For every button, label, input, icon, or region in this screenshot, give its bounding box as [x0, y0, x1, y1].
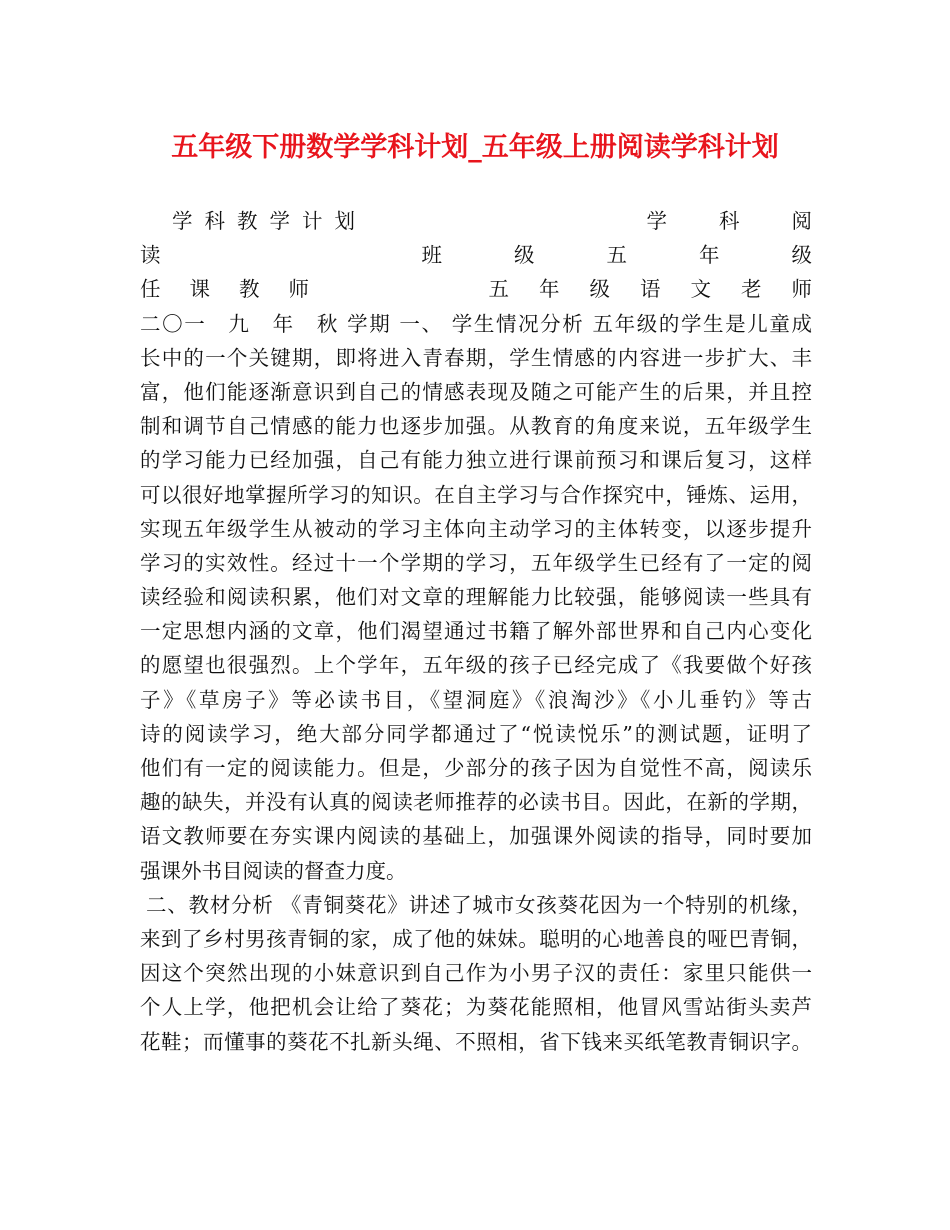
paragraph-line: 花鞋；而懂事的葵花不扎新头绳、不照相，省下钱来买纸笔教青铜识字。: [140, 1029, 812, 1054]
paragraph-line: 制和调节自己情感的能力也逐步加强。从教育的角度来说，五年级学生: [140, 414, 812, 439]
paragraph-line: 语文教师要在夯实课内阅读的基础上，加强课外阅读的指导，同时要加: [140, 824, 812, 849]
paragraph-line: 的愿望也很强烈。上个学年，五年级的孩子已经完成了《我要做个好孩: [140, 653, 812, 678]
paragraph-line: 一定思想内涵的文章，他们渴望通过书籍了解外部世界和自己内心变化: [140, 619, 812, 644]
paragraph-line-last: 强课外书目阅读的督查力度。: [140, 858, 407, 883]
section-heading-line: 二、教材分析 《青铜葵花》讲述了城市女孩葵花因为一个特别的机缘，: [146, 892, 812, 917]
header-row-teacher: [140, 272, 842, 306]
paragraph-line: 诗的阅读学习，绝大部分同学都通过了“悦读悦乐”的测试题，证明了: [140, 721, 812, 746]
paragraph-line: 二〇一 九 年 秋 学期 一、 学生情况分析 五年级的学生是儿童成: [140, 311, 812, 336]
paragraph-line: 子》《草房子》等必读书目，《望洞庭》《浪淘沙》《小儿垂钓》等古: [140, 687, 812, 712]
page-title: 五年级下册数学学科计划_五年级上册阅读学科计划: [171, 132, 779, 163]
paragraph-line: 趣的缺失，并没有认真的阅读老师推荐的必读书目。因此，在新的学期，: [140, 790, 812, 815]
body-text: [140, 204, 884, 1059]
header-value-class: 班级五年级: [421, 243, 884, 268]
paragraph-line: 他们有一定的阅读能力。但是，少部分的孩子因为自觉性不高，阅读乐: [140, 756, 812, 780]
header-value-subject: 学科阅: [646, 209, 864, 233]
paragraph-line: 读经验和阅读积累，他们对文章的理解能力比较强，能够阅读一些具有: [140, 585, 812, 610]
paragraph-line: 富，他们能逐渐意识到自己的情感表现及随之可能产生的后果，并且控: [140, 379, 812, 404]
paragraph-line: 因这个突然出现的小妹意识到自己作为小男子汉的责任：家里只能供一: [140, 961, 812, 986]
paragraph-line: 实现五年级学生从被动的学习主体向主动学习的主体转变，以逐步提升: [140, 516, 812, 541]
header-label-teacher: 任课教师: [140, 277, 338, 302]
header-value-teacher: 五年级语文老师: [488, 277, 842, 302]
header-row-class: [140, 238, 884, 272]
paragraph-line: 来到了乡村男孩青铜的家，成了他的妹妹。聪明的心地善良的哑巴青铜，: [140, 926, 812, 951]
paragraph-line: 可以很好地掌握所学习的知识。在自主学习与合作探究中，锤炼、运用，: [140, 482, 812, 507]
paragraph-line: 学习的实效性。经过十一个学期的学习，五年级学生已经有了一定的阅: [140, 550, 812, 575]
paragraph-line: 的学习能力已经加强，自己有能力独立进行课前预习和课后复习，这样: [140, 448, 812, 473]
paragraph-line: 长中的一个关键期，即将进入青春期，学生情感的内容进一步扩大、丰: [140, 345, 812, 370]
header-label-plan: 学科教学计划: [172, 209, 367, 233]
header-row-subject: [140, 204, 864, 238]
paragraph-line: 个人上学，他把机会让给了葵花；为葵花能照相，他冒风雪站街头卖芦: [140, 995, 812, 1020]
header-value-subject-end: 读: [140, 243, 161, 268]
